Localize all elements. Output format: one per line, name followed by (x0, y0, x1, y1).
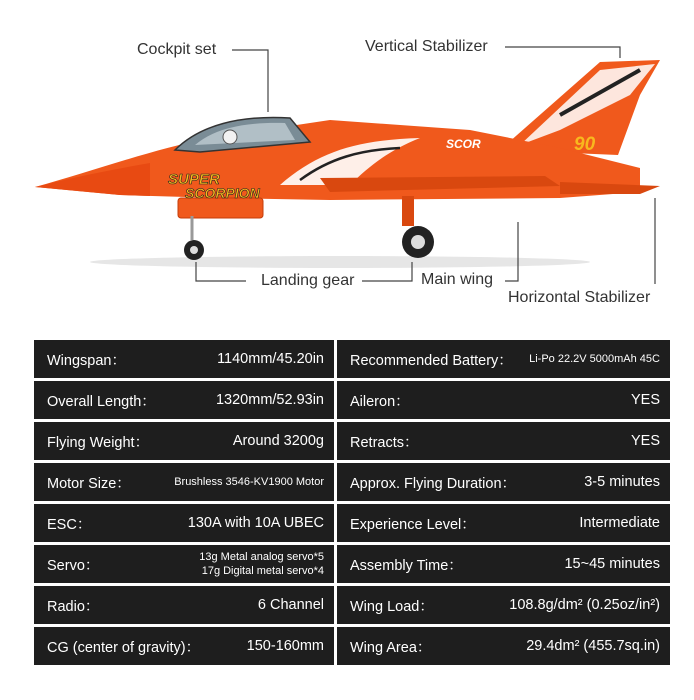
spec-label: Wing Area： (350, 639, 432, 656)
callout-vertical-stabilizer: Vertical Stabilizer (365, 38, 488, 55)
spec-value (199, 550, 324, 578)
spec-value-line: 13g Metal analog servo*5 (199, 551, 324, 563)
livery-name-line1: SUPER (168, 171, 220, 188)
spec-label: ESC： (47, 516, 92, 533)
spec-cell-left (34, 545, 334, 583)
spec-row (34, 463, 670, 501)
spec-label: Radio： (47, 598, 100, 615)
spec-value: 1320mm/52.93in (215, 392, 324, 408)
spec-label: Wingspan： (47, 352, 126, 369)
spec-value: 15~45 minutes (564, 556, 660, 572)
spec-label: Flying Weight： (47, 434, 150, 451)
spec-label: Servo： (47, 557, 100, 574)
spec-label: Retracts： (350, 434, 419, 451)
spec-cell-right (337, 627, 670, 665)
spec-value: Brushless 3546-KV1900 Motor (174, 476, 324, 488)
spec-cell-right (337, 545, 670, 583)
spec-value: Intermediate (579, 515, 660, 531)
spec-cell-left (34, 504, 334, 542)
spec-value: 130A with 10A UBEC (187, 515, 324, 531)
spec-cell-left (34, 463, 334, 501)
spec-cell-right (337, 340, 670, 378)
callout-cockpit: Cockpit set (137, 41, 217, 58)
spec-table (34, 340, 670, 668)
pilot-helmet (223, 130, 237, 144)
livery-tail-text: SCOR (446, 137, 481, 151)
cockpit-callout-line (232, 50, 268, 112)
spec-cell-left (34, 381, 334, 419)
spec-row (34, 586, 670, 624)
spec-value: 29.4dm² (455.7sq.in) (526, 638, 660, 654)
callout-main-wing: Main wing (421, 271, 494, 288)
livery-name-line2: SCORPION (185, 185, 260, 201)
spec-label: Motor Size： (47, 475, 131, 492)
spec-cell-right (337, 586, 670, 624)
spec-row (34, 422, 670, 460)
spec-value: 1140mm/45.20in (217, 351, 324, 367)
spec-value: 3-5 minutes (584, 474, 660, 490)
main-wheel-hub (411, 235, 425, 249)
spec-cell-right (337, 381, 670, 419)
spec-value: 108.8g/dm² (0.25oz/in²) (509, 597, 660, 613)
spec-label: Assembly Time： (350, 557, 463, 574)
spec-value: YES (630, 433, 660, 449)
spec-cell-right (337, 463, 670, 501)
spec-cell-right (337, 504, 670, 542)
spec-label: Overall Length： (47, 393, 156, 410)
spec-value: YES (630, 392, 660, 408)
spec-value: 150-160mm (246, 638, 324, 654)
main-wing-callout-line (505, 222, 518, 281)
spec-row (34, 381, 670, 419)
callout-landing-gear: Landing gear (261, 272, 355, 289)
callout-horizontal-stabilizer: Horizontal Stabilizer (508, 289, 651, 306)
spec-row (34, 627, 670, 665)
spec-cell-left (34, 340, 334, 378)
spec-label: Recommended Battery： (350, 352, 513, 369)
aircraft-illustration (0, 0, 694, 330)
ground-shadow (90, 256, 590, 268)
spec-row (34, 545, 670, 583)
spec-value: Around 3200g (232, 433, 324, 449)
spec-value: 6 Channel (257, 597, 324, 613)
spec-label: Aileron： (350, 393, 410, 410)
vertical-stabilizer-callout-line (505, 47, 620, 58)
nose-cone (35, 163, 150, 196)
spec-label: Approx. Flying Duration： (350, 475, 517, 492)
spec-label: Experience Level： (350, 516, 476, 533)
spec-row (34, 340, 670, 378)
spec-value: Li-Po 22.2V 5000mAh 45C (529, 353, 660, 365)
nose-wheel-hub (190, 246, 198, 254)
spec-cell-left (34, 627, 334, 665)
spec-row (34, 504, 670, 542)
spec-cell-left (34, 422, 334, 460)
spec-label: Wing Load： (350, 598, 434, 615)
livery-tail-number: 90 (574, 134, 596, 155)
intake-pod (178, 198, 263, 218)
spec-cell-right (337, 422, 670, 460)
spec-cell-left (34, 586, 334, 624)
spec-label: CG (center of gravity)： (47, 639, 201, 656)
spec-value-line: 17g Digital metal servo*4 (201, 565, 324, 577)
main-gear-leg (402, 196, 414, 226)
